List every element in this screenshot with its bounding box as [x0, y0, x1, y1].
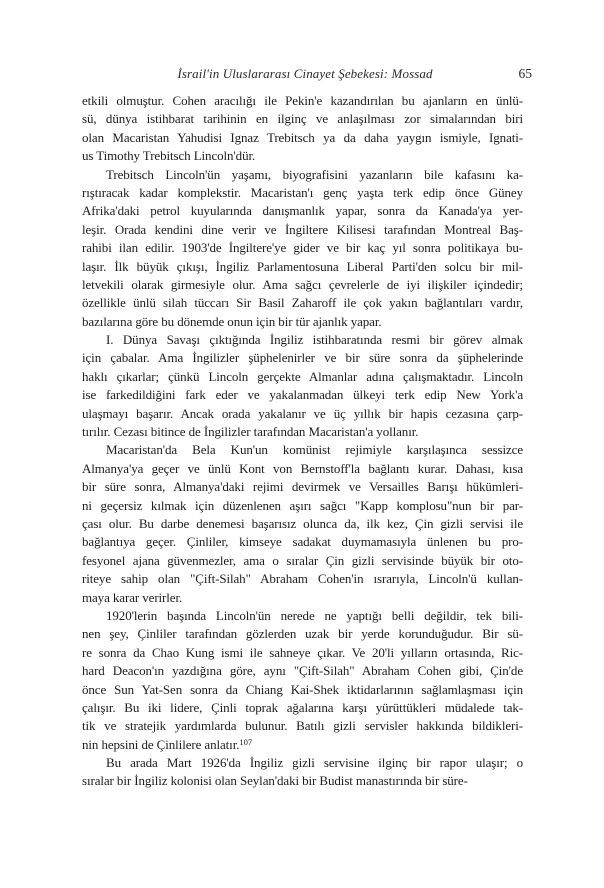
paragraph	[82, 166, 523, 332]
text-line: etkili olmuştur. Cohen aracılığı ile Pekin'e kazandırılan bu ajanların en ünlü-	[82, 93, 523, 108]
text-line: hard Deacon'ın yazdığına göre, aynı "Çift-Silah" Abraham Cohen gibi, Çin'de	[82, 663, 523, 679]
text-line: rıştıracak kadar komplekstir. Macaristan'ı genç yaşta terk edip önce Güney	[82, 184, 523, 200]
text-line: ulaşmayı başarır. Ancak orada yakalanır ve üç yıllık bir hapis cezasına çarp-	[82, 405, 523, 421]
text-line: çalışır. Bu iki lidere, Çinli toprak ağalarına karşı yürüttükleri müdalede tak-	[82, 699, 523, 715]
running-header-title: İsrail'in Uluslararası Cinayet Şebekesi: Mossad	[177, 66, 433, 81]
text-line: için çabalar. Ama İngilizler şüphelenirler ve bir süre sonra da şüphelerinde	[82, 350, 523, 366]
paragraph	[82, 331, 523, 441]
text-line: bağlantıya geçer. Çinliler, kimseye sadakat duymamasıyla ünlenen bu pro-	[82, 534, 523, 550]
text-line: ise farkedildiğini fark eder ve yakalanmadan ülkeyi terk edip New York'a	[82, 387, 523, 403]
text-line: tik ve stratejik yardımlarda bulunur. Batılı gizli servisler hakkında bildikleri-	[82, 718, 523, 734]
text-line: letvekili olarak girmesiyle olur. Ama sağcı çevrelerle de iyi ilişkiler içindedir;	[82, 276, 523, 292]
text-line: I. Dünya Savaşı çıktığında İngiliz istihbaratında resmi bir görev almak	[106, 332, 523, 348]
text-line: haklı çıkarlar; çünkü Lincoln gerçekte Almanlar adına çalışmaktadır. Lincoln	[82, 368, 523, 384]
footnote-reference: 107	[239, 736, 253, 747]
text-line: riteye sahip olan "Çift-Silah" Abraham Cohen'in ısrarıyla, Lincoln'ü kullan-	[82, 571, 523, 587]
text-line: bazılarına göre bu dönemde onun için bir tür ajanlık yapar.	[82, 313, 382, 329]
paragraph	[82, 441, 523, 607]
text-line: fesyonel ajana güvenmezler, ama o sıralar Çin gizli servisinde büyük bir oto-	[82, 552, 523, 568]
text-line: Macaristan'da Bela Kun'un komünist rejimiyle karşılaşınca sessizce	[106, 442, 523, 458]
text-line: us Timothy Trebitsch Lincoln'dür.	[82, 148, 256, 164]
text-line: Afrika'daki petrol kuyularında danışmanlık yapar, sonra da Kanada'ya yer-	[82, 203, 523, 219]
text-line: Trebitsch Lincoln'ün yaşamı, biyografisini yazanların bile kafasını ka-	[106, 166, 523, 182]
text-line: özellikle ünlü silah tüccarı Sir Basil Zaharoff ile çok yakın bağlantıları vardır,	[82, 295, 523, 311]
text-line: leşir. Orada kendini dine verir ve İngiltere Kilisesi tarafından Montreal Baş-	[82, 221, 523, 237]
text-line: Almanya'ya geçer ve ünlü Kont von Bernstoff'la bağlantı kurar. Dahası, kısa	[82, 460, 523, 476]
text-line: sü, dünya istihbarat tarihinin en ilginç ve anlaşılması zor simalarından biri	[82, 111, 523, 127]
paragraph	[82, 92, 523, 166]
text-line	[82, 736, 523, 754]
page-number: 65	[518, 66, 532, 81]
text-line: maya karar verirler.	[82, 589, 183, 605]
paragraph	[82, 607, 523, 754]
text-line: sıralar bir İngiliz kolonisi olan Seylan'daki bir Budist manastırında bir süre-	[82, 773, 468, 789]
text-line: rahibi ilan edilir. 1903'de İngiltere'ye gider ve bir kaç yıl sonra politikaya bu-	[82, 240, 523, 256]
text-line: ni geçersiz kılmak için düzenlenen aşırı sağcı "Kapp komplosu"nun bir par-	[82, 497, 523, 513]
text-line: bir süre sonra, Almanya'daki rejimi devirmek ve Versailles Barışı hükümleri-	[82, 479, 523, 495]
text-line: nen şey, Çinliler tarafından gözlerden uzak bir yerde korunduğudur. Bir sü-	[82, 626, 523, 642]
text-line: laşır. İlk büyük çıkışı, İngiliz Parlamentosuna Liberal Parti'den solcu bir mil-	[82, 258, 523, 274]
text-line: olan Macaristan Yahudisi Ignaz Trebitsch ya da daha yaygın ismiyle, Ignati-	[82, 129, 523, 145]
text-line: önce Sun Yat-Sen sonra da Chiang Kai-Shek iktidarlarının sağlamlaşması için	[82, 681, 523, 697]
text-line: tırılır. Cezası bitince de İngilizler tarafından Macaristan'a yollanır.	[82, 424, 419, 440]
text-line: çası olur. Bu darbe denemesi başarısız olunca da, ilk kez, Çin gizli servisi ile	[82, 515, 523, 531]
running-header	[82, 66, 532, 83]
page-body	[82, 92, 523, 791]
text-line: Bu arada Mart 1926'da İngiliz gizli servisine ilginç bir rapor ulaşır; o	[106, 755, 523, 771]
paragraph	[82, 754, 523, 791]
text-line: 1920'lerin başında Lincoln'ün nerede ne yaptığı belli değildir, tek bili-	[106, 607, 523, 623]
text-line-text: nin hepsini de Çinlilere anlatır.	[82, 736, 240, 752]
text-line: re sonra da Chao Kung ismi ile sahneye çıkar. Ve 20'li yılların ortasında, Ric-	[82, 644, 523, 660]
